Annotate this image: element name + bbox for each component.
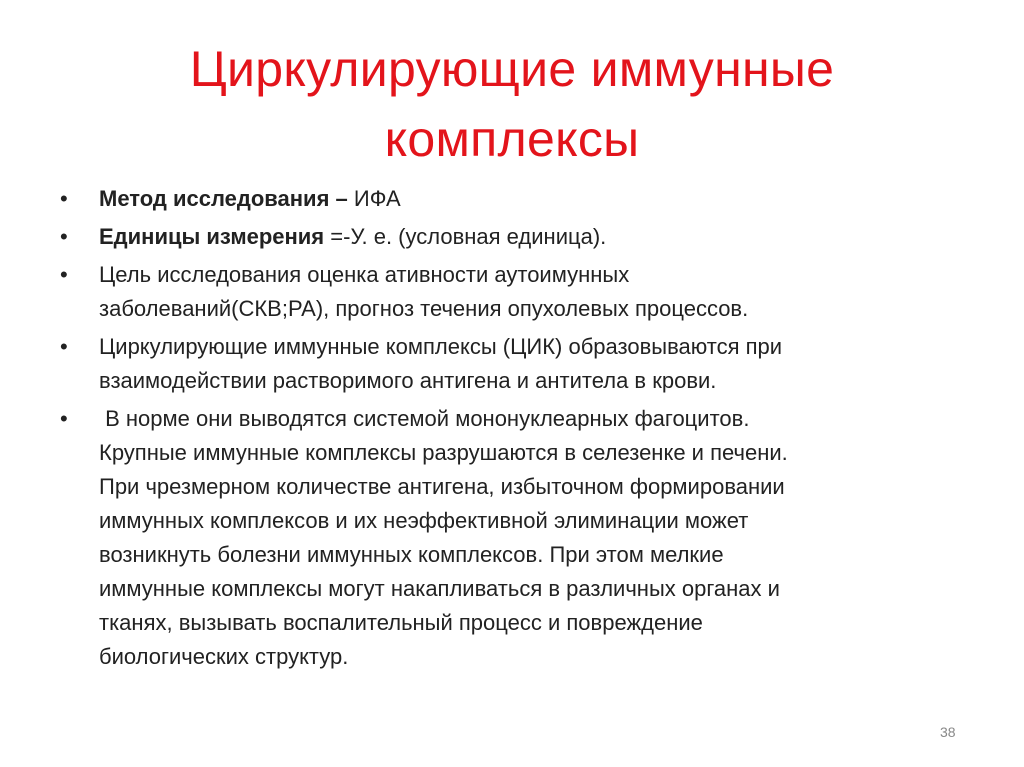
bullet-item-units [60,220,960,254]
bullet-dot-icon: • [60,406,68,431]
bullet-line [99,220,960,254]
bullet-line: возникнуть болезни иммунных комплексов. При этом мелкие [99,542,724,567]
bullet-line: заболеваний(СКВ;РА), прогноз течения опухолевых процессов. [99,296,749,321]
units-value: =-У. е. (условная единица). [324,224,607,249]
bullet-dot-icon: • [60,334,68,359]
slide-title [60,34,964,174]
bullet-item-purpose [60,258,960,326]
bullet-item-norm [60,402,960,674]
units-label: Единицы измерения [99,224,325,249]
bullet-item-method [60,182,960,216]
bullet-dot-icon: • [60,186,68,211]
slide-title-line-1: Циркулирующие иммунные [189,40,835,97]
bullet-line: тканях, вызывать воспалительный процесс и повреждение [99,610,703,635]
bullet-dot-icon: • [60,224,68,249]
bullet-item-definition [60,330,960,398]
bullet-dot-icon: • [60,262,68,287]
bullet-line: Циркулирующие иммунные комплексы (ЦИК) образовываются при [99,334,783,359]
bullet-line [99,182,960,216]
bullet-line: В норме они выводятся системой мононуклеарных фагоцитов. [99,406,750,431]
bullet-line: Цель исследования оценка ативности аутоимунных [99,262,630,287]
bullet-line: биологических структур. [99,644,349,669]
bullet-line: взаимодействии растворимого антигена и антитела в крови. [99,368,717,393]
page-number: 38 [940,724,956,740]
bullet-line: иммунные комплексы могут накапливаться в различных органах и [99,576,780,601]
method-value: ИФА [347,186,401,211]
slide-title-line-2: комплексы [384,110,640,167]
bullet-line: При чрезмерном количестве антигена, избыточном формировании [99,474,785,499]
method-label: Метод исследования – [99,186,348,211]
bullet-line: Крупные иммунные комплексы разрушаются в селезенке и печени. [99,440,788,465]
bullet-list [60,182,960,678]
bullet-line: иммунных комплексов и их неэффективной элиминации может [99,508,749,533]
